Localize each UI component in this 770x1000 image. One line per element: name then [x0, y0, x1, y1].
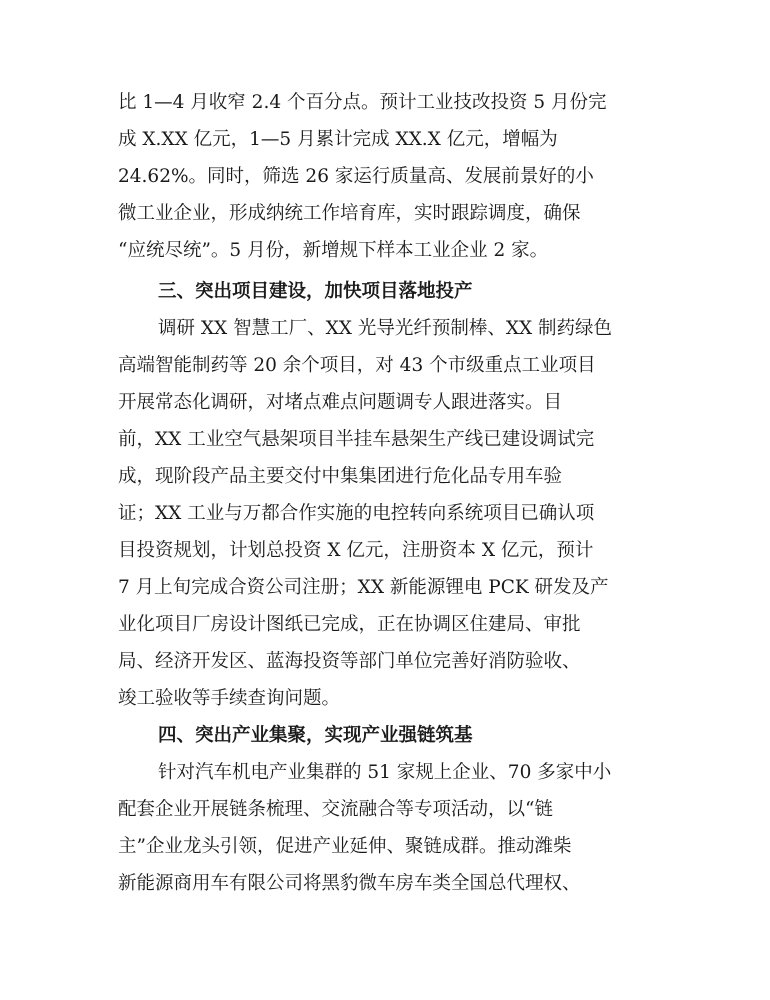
- paragraph-line: 局、经济开发区、蓝海投资等部门单位完善好消防验收、: [118, 651, 581, 672]
- paragraph-line: 调研 XX 智慧工厂、XX 光导光纤预制棒、XX 制药绿色: [158, 318, 613, 339]
- section-heading-3: 三、突出项目建设，加快项目落地投产: [158, 281, 473, 302]
- paragraph-line: 针对汽车机电产业集群的 51 家规上企业、70 多家中小: [158, 762, 612, 783]
- paragraph-line: 成 X.XX 亿元，1—5 月累计完成 XX.X 亿元，增幅为: [118, 129, 558, 150]
- paragraph-line: “应统尽统”。5 月份，新增规下样本工业企业 2 家。: [118, 240, 549, 261]
- paragraph-line: 业化项目厂房设计图纸已完成，正在协调区住建局、审批: [118, 614, 581, 635]
- paragraph-line: 目投资规划，计划总投资 X 亿元，注册资本 X 亿元，预计: [118, 540, 594, 561]
- paragraph-line: 配套企业开展链条梳理、交流融合等专项活动，以“链: [118, 799, 553, 820]
- paragraph-line: 证；XX 工业与万都合作实施的电控转向系统项目已确认项: [118, 503, 595, 524]
- paragraph-line: 主”企业龙头引领，促进产业延伸、聚链成群。推动潍柴: [118, 836, 572, 857]
- paragraph-line: 高端智能制药等 20 余个项目，对 43 个市级重点工业项目: [118, 355, 596, 376]
- paragraph-line: 成，现阶段产品主要交付中集集团进行危化品专用车验: [118, 466, 563, 487]
- paragraph-line: 开展常态化调研，对堵点难点问题调专人跟进落实。目: [118, 392, 563, 413]
- paragraph-line: 比 1—4 月收窄 2.4 个百分点。预计工业技改投资 5 月份完: [118, 92, 607, 113]
- paragraph-line: 7 月上旬完成合资公司注册；XX 新能源锂电 PCK 研发及产: [118, 577, 609, 598]
- paragraph-line: 24.62%。同时，筛选 26 家运行质量高、发展前景好的小: [118, 166, 594, 187]
- paragraph-line: 新能源商用车有限公司将黑豹微车房车类全国总代理权、: [118, 873, 581, 894]
- paragraph-line: 微工业企业，形成纳统工作培育库，实时跟踪调度，确保: [118, 203, 581, 224]
- paragraph-line: 竣工验收等手续查询问题。: [118, 688, 341, 709]
- section-heading-4: 四、突出产业集聚，实现产业强链筑基: [158, 725, 473, 746]
- paragraph-line: 前，XX 工业空气悬架项目半挂车悬架生产线已建设调试完: [118, 429, 595, 450]
